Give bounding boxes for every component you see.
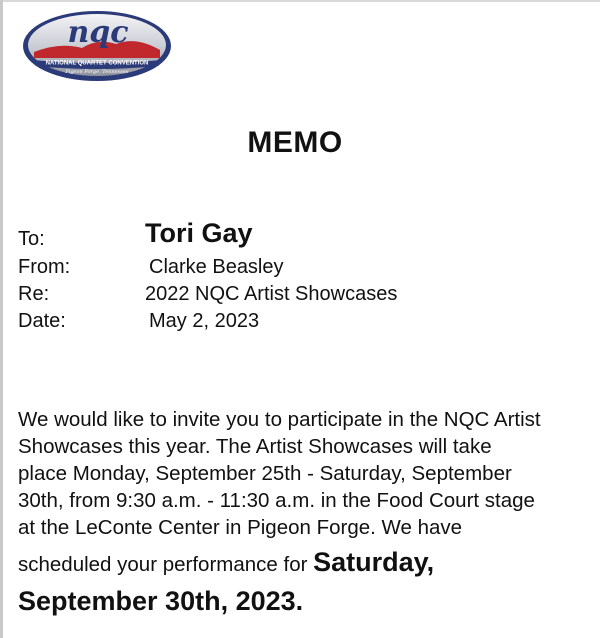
memo-body (18, 406, 590, 618)
date-value: May 2, 2023 (149, 310, 260, 332)
logo-caption: NATIONAL QUARTET CONVENTION (45, 60, 149, 67)
performance-intro: scheduled your performance for (18, 553, 314, 576)
body-line: 30th, from 9:30 a.m. - 11:30 a.m. in the Food Court stage (18, 489, 535, 512)
re-value: 2022 NQC Artist Showcases (145, 283, 398, 305)
logo-location: Pigeon Forge, Tennessee (65, 69, 129, 75)
memo-title: MEMO (247, 126, 343, 159)
top-border (0, 0, 600, 2)
left-border (0, 0, 3, 638)
body-line: Showcases this year. The Artist Showcases will take (18, 435, 492, 458)
to-label: To: (18, 228, 45, 250)
body-line: place Monday, September 25th - Saturday, September (18, 462, 512, 485)
performance-date: September 30th, 2023. (18, 586, 304, 616)
nqc-logo (20, 8, 174, 84)
from-label: From: (18, 256, 71, 278)
date-label: Date: (18, 310, 66, 332)
to-value: Tori Gay (145, 218, 253, 248)
body-line-performance (18, 545, 590, 582)
logo-mark-text: nqc (67, 15, 129, 50)
re-label: Re: (18, 283, 50, 305)
from-value: Clarke Beasley (149, 256, 284, 278)
body-line: at the LeConte Center in Pigeon Forge. We have (18, 516, 463, 539)
body-line: We would like to invite you to participate in the NQC Artist (18, 408, 541, 431)
performance-day: Saturday, (313, 547, 435, 577)
nqc-logo-graphic (20, 8, 174, 84)
